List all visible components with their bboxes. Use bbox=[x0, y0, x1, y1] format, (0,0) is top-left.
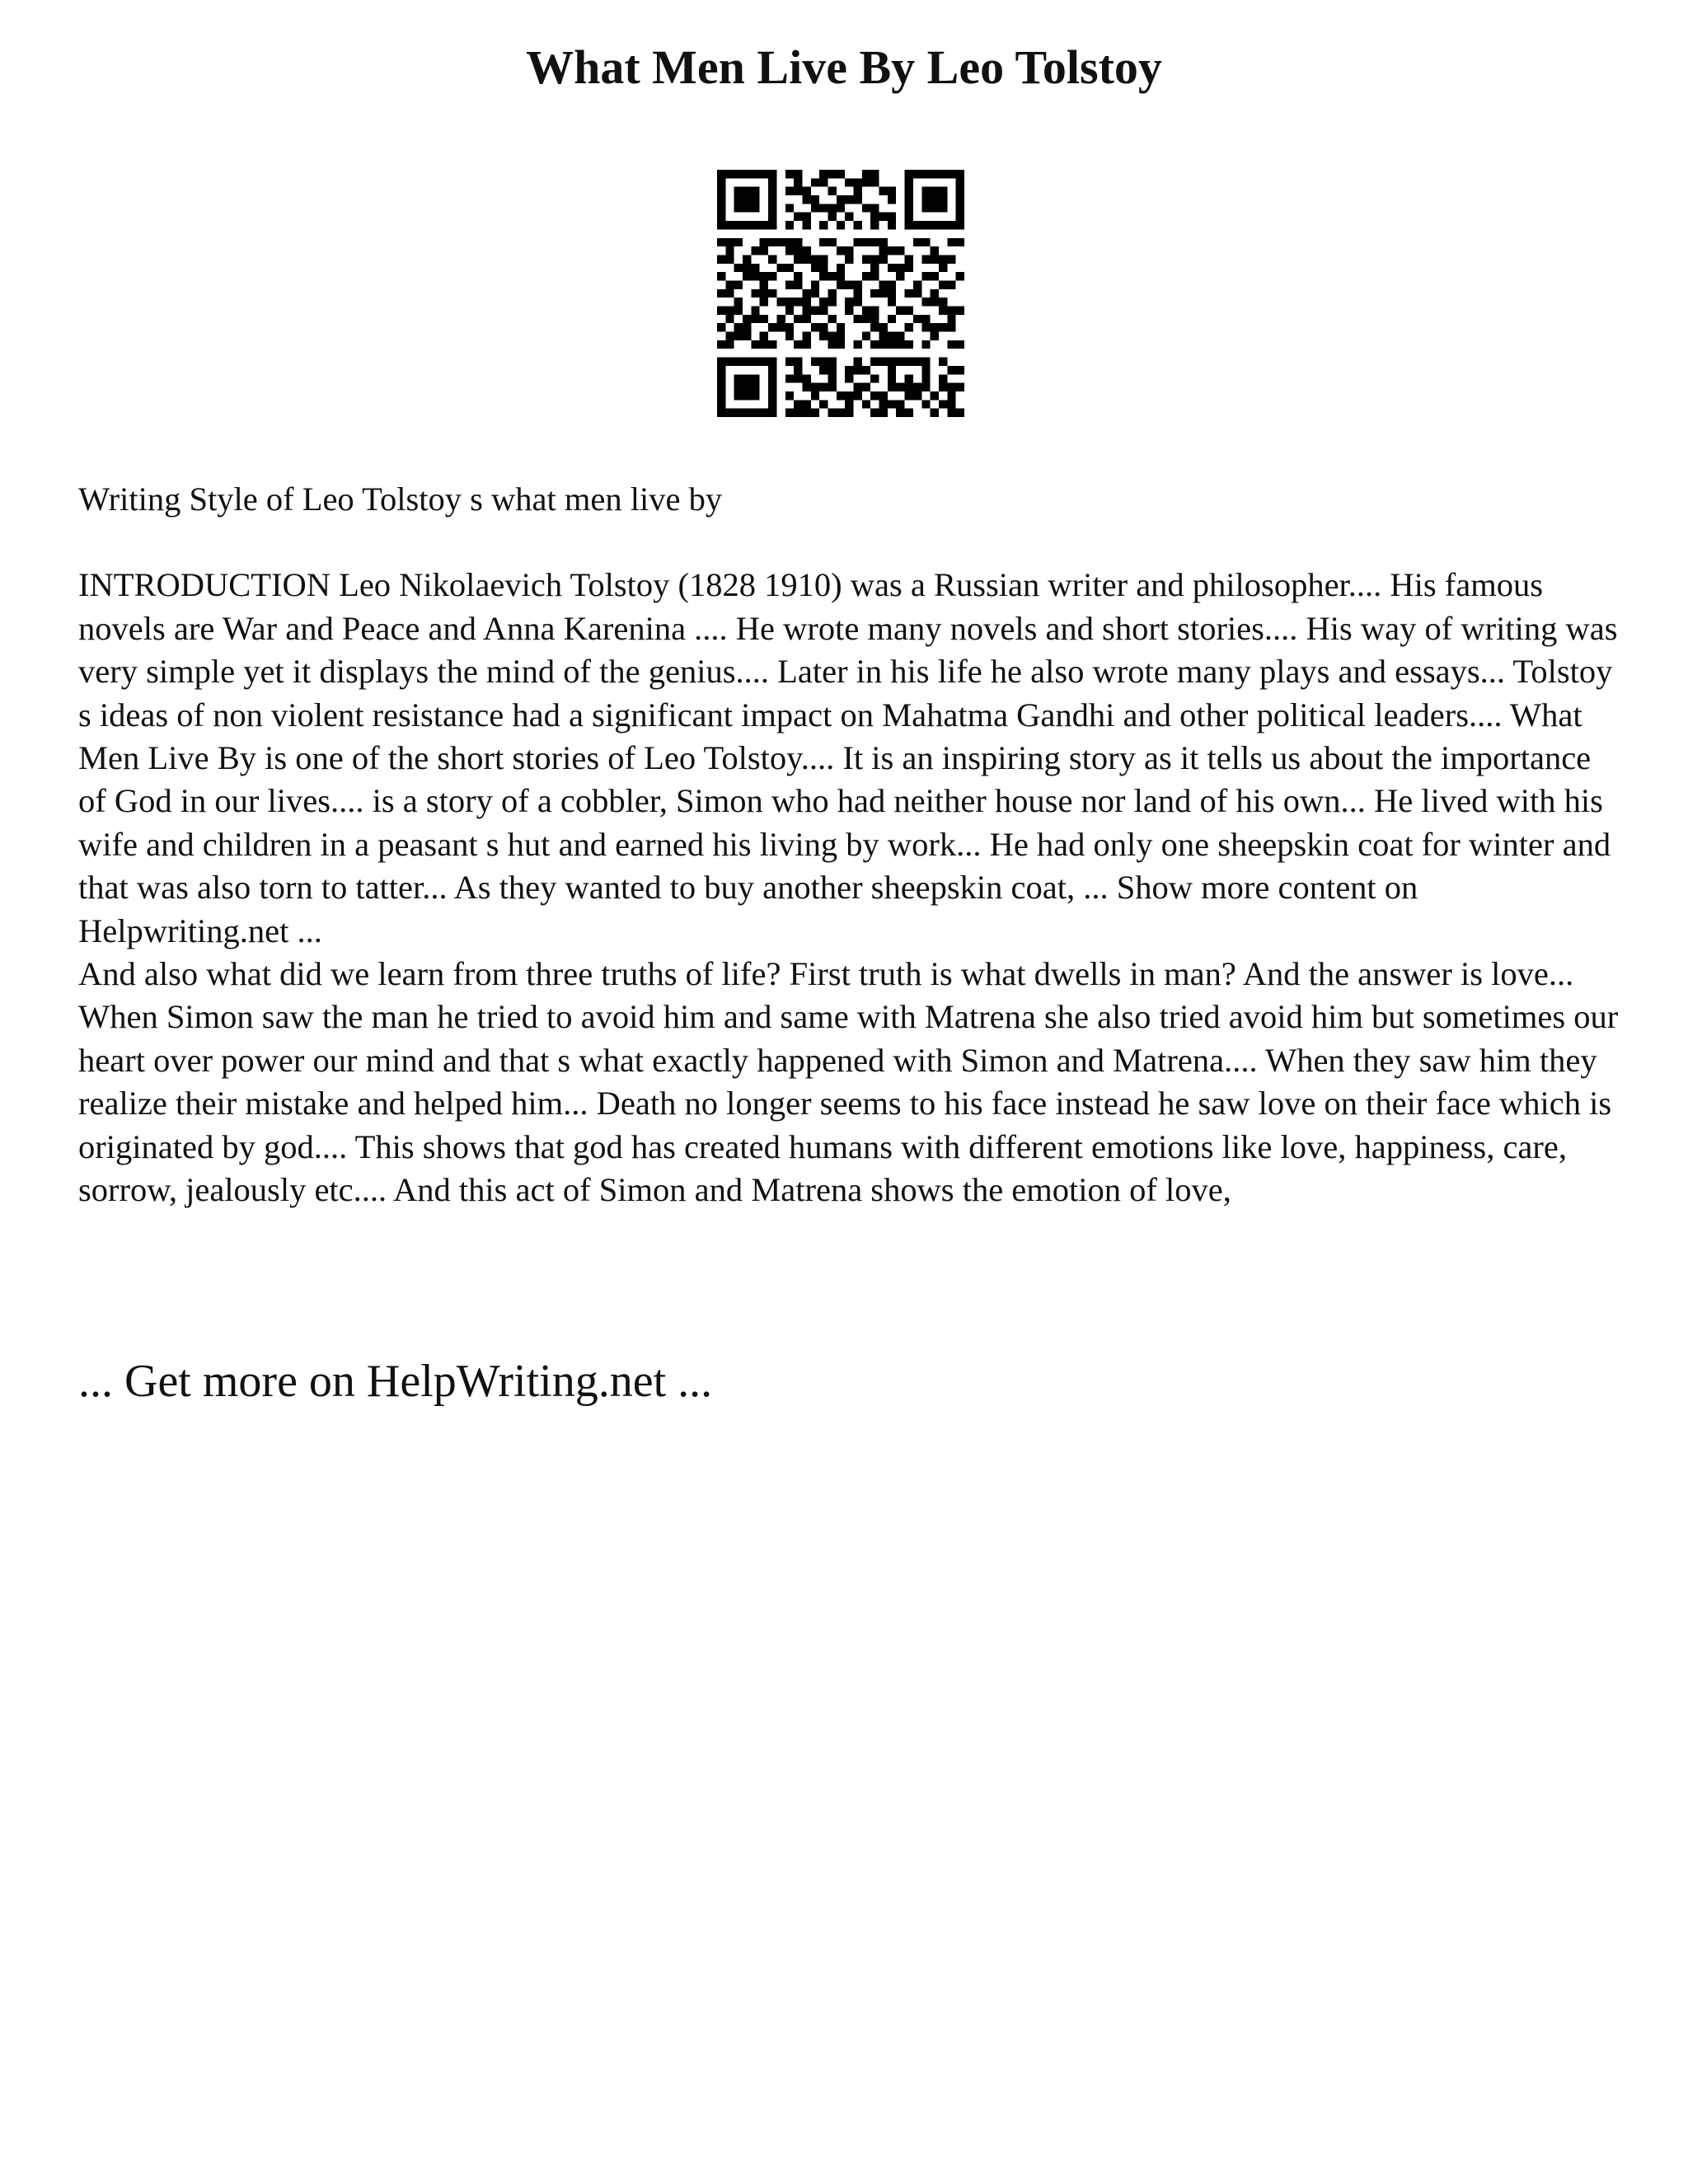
analysis-paragraph: And also what did we learn from three truths of life? First truth is what dwells in man? And the answer is love... When Simon saw the man he tried to avoid him and same with Matrena she also tried avoid him but sometimes our heart over power our mind and that s what exactly happened with Simon and Matrena.... When they saw him they realize their mistake and helped him... Death no longer seems to his face instead he saw love on their face which is originated by god.... This shows that god has created humans with different emotions like love, happiness, care, sorrow, jealously etc.... And this act of Simon and Matrena shows the emotion of love, bbox=[78, 955, 1619, 1209]
qr-code-icon bbox=[717, 170, 964, 417]
introduction-paragraph: INTRODUCTION Leo Nikolaevich Tolstoy (1828 1910) was a Russian writer and philosopher.... His famous novels are War and Peace and Anna Karenina .... He wrote many novels and short stories.... His way of writing was very simple yet it displays the mind of the genius.... Later in his life he also wrote many plays and essays... Tolstoy s ideas of non violent resistance had a significant impact on Mahatma Gandhi and other political leaders.... What Men Live By is one of the short stories of Leo Tolstoy.... It is an inspiring story as it tells us about the importance of God in our lives.... is a story of a cobbler, Simon who had neither house nor land of his own... He lived with his wife and children in a peasant s hut and earned his living by work... He had only one sheepskin coat for winter and that was also torn to tatter... As they wanted to buy another sheepskin coat, ... Show more content on Helpwriting.net ... bbox=[78, 566, 1618, 949]
document-body bbox=[78, 478, 1620, 1212]
get-more-link[interactable]: ... Get more on HelpWriting.net ... bbox=[78, 1356, 713, 1407]
document-subtitle: Writing Style of Leo Tolstoy s what men live by bbox=[78, 480, 723, 518]
page-title: What Men Live By Leo Tolstoy bbox=[526, 40, 1162, 94]
